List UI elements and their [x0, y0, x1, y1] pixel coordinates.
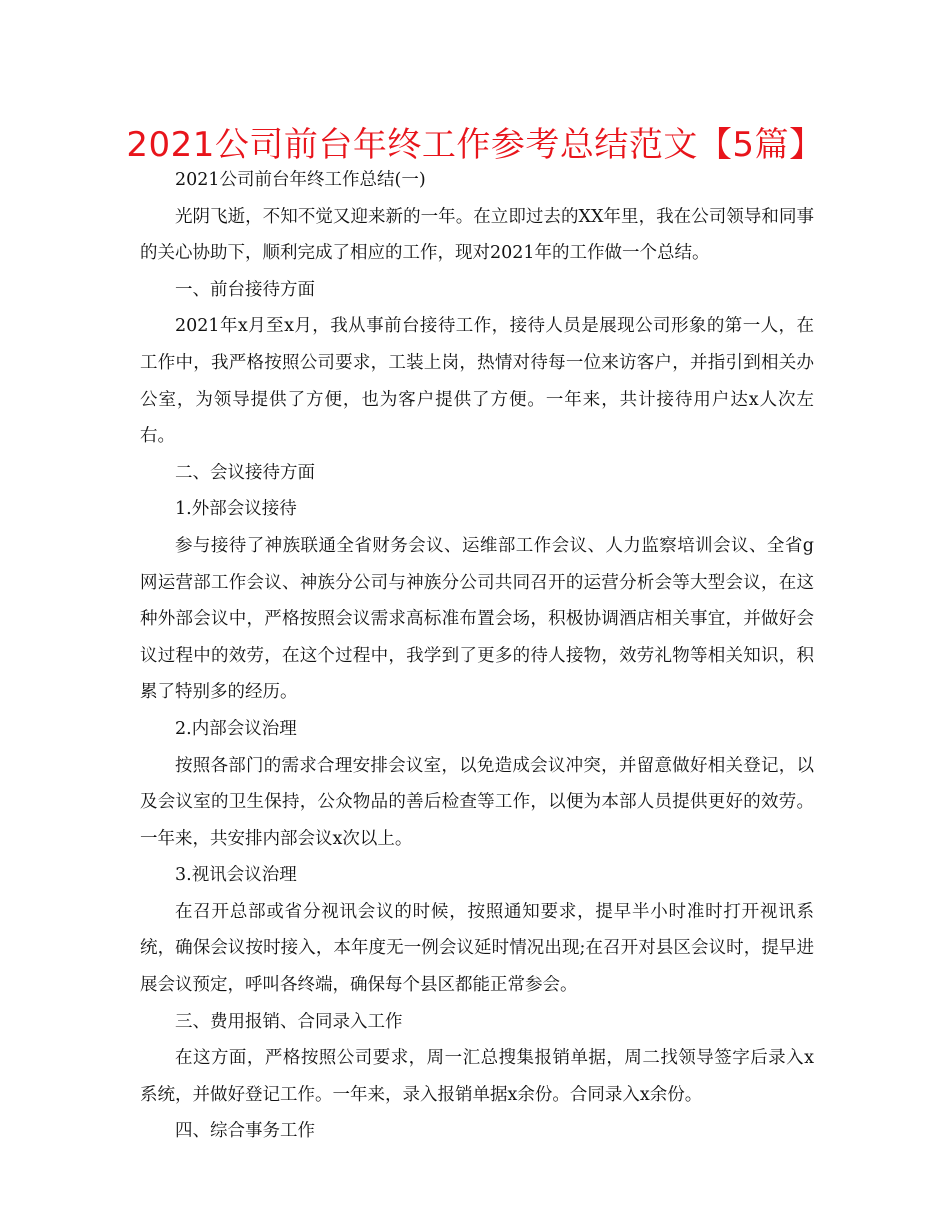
expenses-paragraph: 在这方面，严格按照公司要求，周一汇总搜集报销单据，周二找领导签字后录入x系统，并做好登记工作。一年来，录入报销单据x余份。合同录入x余份。 — [140, 1048, 814, 1105]
section-heading-general-affairs: 四、综合事务工作 — [175, 1121, 315, 1142]
section-heading-meetings: 二、会议接待方面 — [175, 462, 315, 483]
external-meetings-paragraph: 参与接待了神族联通全省财务会议、运维部工作会议、人力监察培训会议、全省g网运营部工作会议、神族分公司与神族分公司共同召开的运营分析会等大型会议，在这种外部会议中，严格按照会议需求高标准布置会场，积极协调酒店相关事宜，并做好会议过程中的效劳，在这个过程中，我学到了更多的待人接物，效劳礼物等相关知识，积累了特别多的经历。 — [140, 535, 814, 703]
subheading-internal-meetings: 2.内部会议治理 — [175, 718, 297, 739]
video-meetings-paragraph: 在召开总部或省分视讯会议的时候，按照通知要求，提早半小时准时打开视讯系统，确保会议按时接入，本年度无一例会议延时情况出现;在召开对县区会议时，提早进展会议预定，呼叫各终端，确保每个县区都能正常参会。 — [140, 901, 814, 996]
subtitle-paragraph: 2021公司前台年终工作总结(一) — [175, 170, 426, 190]
document-body — [140, 162, 814, 1150]
subheading-video-meetings: 3.视讯会议治理 — [175, 865, 297, 886]
section-heading-expenses: 三、费用报销、合同录入工作 — [175, 1011, 403, 1032]
internal-meetings-paragraph: 按照各部门的需求合理安排会议室，以免造成会议冲突，并留意做好相关登记，以及会议室的卫生保持，公众物品的善后检查等工作，以便为本部人员提供更好的效劳。一年来，共安排内部会议x次以上。 — [140, 755, 814, 849]
subheading-external-meetings: 1.外部会议接待 — [175, 499, 297, 520]
reception-paragraph: 2021年x月至x月，我从事前台接待工作，接待人员是展现公司形象的第一人，在工作中，我严格按照公司要求，工装上岗，热情对待每一位来访客户，并指引到相关办公室，为领导提供了方便，也为客户提供了方便。一年来，共计接待用户达x人次左右。 — [140, 316, 814, 447]
document-title: 2021公司前台年终工作参考总结范文【5篇】 — [126, 125, 824, 165]
intro-paragraph: 光阴飞逝，不知不觉又迎来新的一年。在立即过去的XX年里，我在公司领导和同事的关心协助下，顺利完成了相应的工作，现对2021年的工作做一个总结。 — [140, 206, 814, 264]
section-heading-reception: 一、前台接待方面 — [175, 279, 315, 300]
